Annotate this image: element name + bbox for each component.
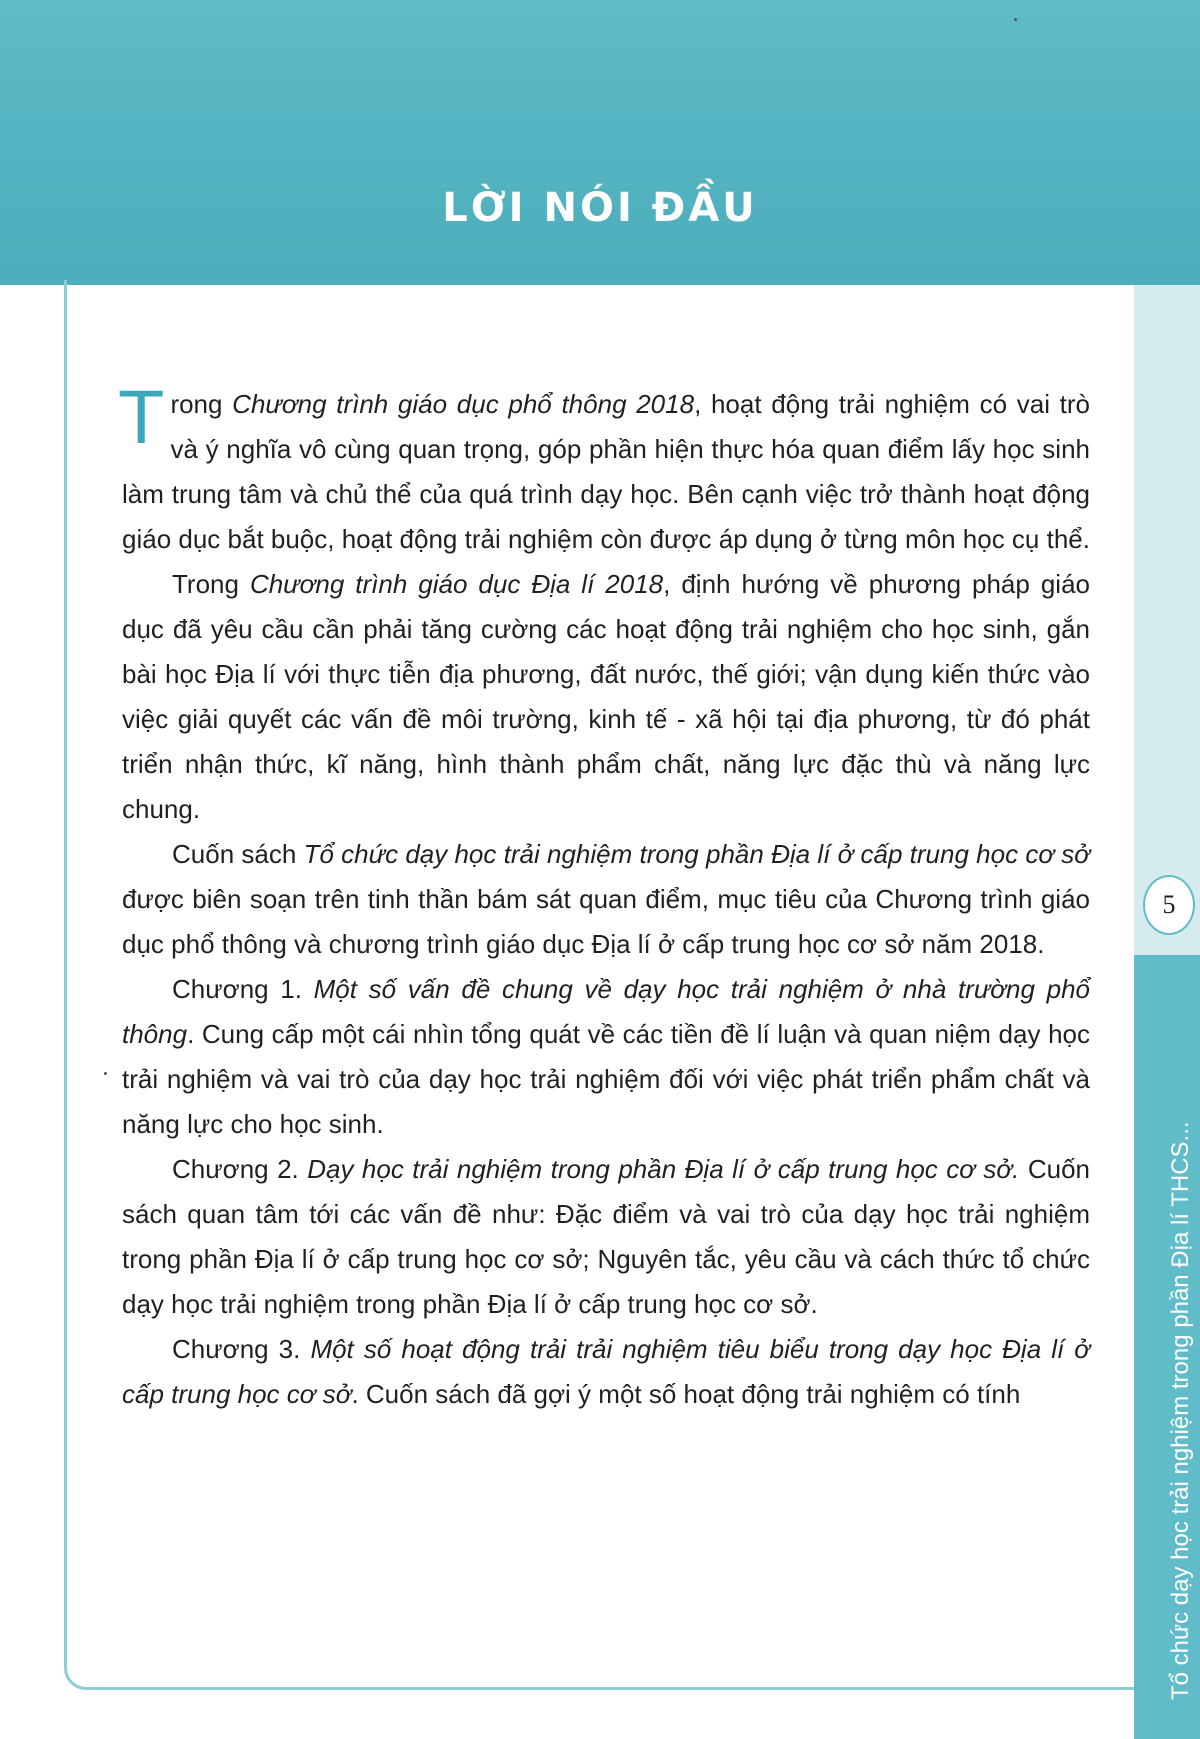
p1-text-b: , hoạt động trải nghiệm có vai trò và ý nghĩa vô cùng quan trọng, góp phần hiện thực hóa quan điểm lấy học sinh làm trung tâm và chủ thể của quá trình dạy học. Bên cạnh việc trở thành hoạt động giáo dục bắt buộc, hoạt động trải nghiệm còn được áp dụng ở từng môn học cụ thể. bbox=[122, 389, 1090, 554]
p5-italic: Dạy học trải nghiệm trong phần Địa lí ở cấp trung học cơ sở. bbox=[307, 1154, 1020, 1184]
p6-text-b: . Cuốn sách đã gợi ý một số hoạt động trải nghiệm có tính bbox=[351, 1379, 1021, 1409]
p4-text-a: Chương 1. bbox=[172, 974, 314, 1004]
running-title: Tổ chức dạy học trải nghiệm trong phần Địa lí THCS... bbox=[1167, 1121, 1194, 1700]
p4-italic: Một số vấn đề chung về dạy học trải nghiệm ở nhà trường phổ thông bbox=[122, 974, 1090, 1049]
p3-text-b: được biên soạn trên tinh thần bám sát quan điểm, mục tiêu của Chương trình giáo dục phổ thông và chương trình giáo dục Địa lí ở cấp trung học cơ sở năm 2018. bbox=[122, 884, 1090, 959]
page-title-text: LỜI NÓI ĐẦU bbox=[442, 185, 758, 231]
p3-text-a: Cuốn sách bbox=[172, 839, 304, 869]
page-number-text: 5 bbox=[1162, 890, 1176, 919]
p2-italic: Chương trình giáo dục Địa lí 2018 bbox=[249, 569, 664, 599]
p5-text-a: Chương 2. bbox=[172, 1154, 308, 1184]
side-stripe-light bbox=[1134, 285, 1200, 955]
p4-text-b: . Cung cấp một cái nhìn tổng quát về các tiền đề lí luận và quan niệm dạy học trải nghiệm và vai trò của dạy học trải nghiệm đối với việc phát triển phẩm chất và năng lực cho học sinh. bbox=[122, 1019, 1090, 1139]
p2-text-b: , định hướng về phương pháp giáo dục đã yêu cầu cần phải tăng cường các hoạt động trải nghiệm cho học sinh, gắn bài học Địa lí với thực tiễn địa phương, đất nước, thế giới; vận dụng kiến thức vào việc giải quyết các vấn đề môi trường, kinh tế - xã hội tại địa phương, từ đó phát triển nhận thức, kĩ năng, hình thành phẩm chất, năng lực đặc thù và năng lực chung. bbox=[122, 569, 1090, 824]
paragraph-3 bbox=[122, 832, 1090, 967]
paragraph-2 bbox=[122, 562, 1090, 832]
p1-text-a: rong bbox=[170, 389, 233, 419]
page-number bbox=[1143, 875, 1195, 935]
paragraph-4 bbox=[122, 967, 1090, 1147]
paragraph-6 bbox=[122, 1327, 1090, 1417]
p2-text-a: Trong bbox=[172, 569, 250, 599]
paragraph-1 bbox=[118, 375, 1090, 562]
p6-italic: Một số hoạt động trải trải nghiệm tiêu biểu trong dạy học Địa lí ở cấp trung học cơ sở bbox=[122, 1334, 1091, 1409]
print-speck bbox=[104, 1072, 107, 1075]
p5-text-b: Cuốn sách quan tâm tới các vấn đề như: Đặc điểm và vai trò của dạy học trải nghiệm trong phần Địa lí ở cấp trung học cơ sở; Nguyên tắc, yêu cầu và cách thức tổ chức dạy học trải nghiệm trong phần Địa lí ở cấp trung học cơ sở. bbox=[122, 1154, 1090, 1319]
page-title bbox=[0, 185, 1200, 231]
p3-italic: Tổ chức dạy học trải nghiệm trong phần Địa lí ở cấp trung học cơ sở bbox=[303, 839, 1091, 869]
drop-cap: T bbox=[118, 375, 165, 460]
paragraph-5 bbox=[122, 1147, 1090, 1327]
body-text bbox=[118, 375, 1091, 1417]
print-speck bbox=[1014, 18, 1017, 21]
p6-text-a: Chương 3. bbox=[172, 1334, 311, 1364]
header-band bbox=[0, 0, 1200, 285]
p1-italic: Chương trình giáo dục phổ thông 2018 bbox=[232, 389, 695, 419]
